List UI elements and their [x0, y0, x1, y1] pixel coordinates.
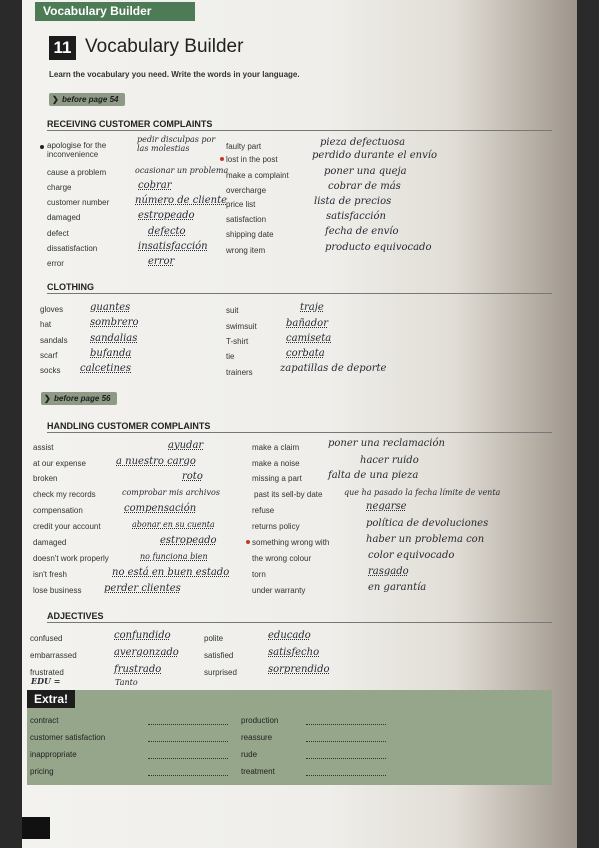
answer: camiseta — [286, 333, 332, 344]
term: swimsuit — [226, 322, 257, 331]
term: confused — [30, 634, 63, 643]
term: wrong item — [226, 246, 266, 255]
answer: producto equivocado — [325, 242, 432, 253]
term: damaged — [47, 213, 81, 222]
term: hat — [40, 320, 52, 329]
answer: calcetines — [80, 363, 131, 374]
answer: satisfacción — [326, 211, 386, 222]
answer: no funciona bien — [140, 552, 208, 561]
term: returns policy — [252, 522, 300, 531]
answer: no está en buen estado — [112, 567, 230, 578]
term: compensation — [33, 506, 83, 515]
worksheet-page — [22, 0, 577, 848]
term: overcharge — [226, 186, 267, 195]
answer-blank[interactable] — [306, 774, 386, 776]
extra-term: pricing — [30, 767, 54, 776]
bullet-marker — [40, 145, 44, 149]
term: tie — [226, 352, 235, 361]
answer: pieza defectuosa — [320, 137, 406, 148]
term: trainers — [226, 368, 253, 377]
section-title-handling: HANDLING CUSTOMER COMPLAINTS — [47, 421, 552, 433]
answer: política de devoluciones — [366, 518, 489, 529]
answer: poner una queja — [324, 166, 407, 177]
page-corner-marker — [22, 817, 50, 839]
term: satisfied — [204, 651, 234, 660]
term: apologise for the inconvenience — [47, 141, 107, 159]
answer: cobrar de más — [328, 181, 401, 192]
answer: cobrar — [138, 180, 172, 191]
term: at our expense — [33, 459, 86, 468]
extra-title: Extra! — [27, 690, 75, 708]
answer: hacer ruido — [360, 455, 419, 466]
term: price list — [226, 200, 256, 209]
answer: avergonzado — [114, 647, 179, 658]
answer: defecto — [148, 226, 186, 237]
unit-number: 11 — [49, 36, 76, 60]
answer: perdido durante el envío — [312, 150, 437, 161]
term: defect — [47, 229, 69, 238]
term: isn't fresh — [33, 570, 67, 579]
answer: estropeado — [160, 535, 217, 546]
intro-text: Learn the vocabulary you need. Write the words in your language. — [49, 70, 300, 79]
answer: error — [148, 256, 175, 267]
answer: comprobar mis archivos — [122, 488, 220, 497]
term: sandals — [40, 336, 68, 345]
answer: lista de precios — [314, 196, 392, 207]
term: broken — [33, 474, 58, 483]
answer-blank[interactable] — [148, 757, 228, 759]
term: missing a part — [252, 474, 302, 483]
term: polite — [204, 634, 224, 643]
answer: perder clientes — [104, 583, 181, 594]
answer: traje — [300, 302, 324, 313]
term: doesn't work properly — [33, 554, 109, 563]
section-title-receiving: RECEIVING CUSTOMER COMPLAINTS — [47, 119, 552, 131]
term: make a noise — [252, 459, 300, 468]
bullet-marker — [220, 157, 224, 161]
answer: a nuestro cargo — [116, 456, 196, 467]
term: torn — [252, 570, 266, 579]
term: lost in the post — [226, 155, 278, 164]
answer: pedir disculpas por las molestias — [137, 135, 216, 153]
handwritten-note: EDU = — [31, 676, 61, 686]
answer-blank[interactable] — [148, 774, 228, 776]
term: scarf — [40, 351, 58, 360]
answer: zapatillas de deporte — [280, 363, 387, 374]
answer: sandalias — [90, 333, 138, 344]
answer: poner una reclamación — [328, 438, 445, 449]
term: charge — [47, 183, 72, 192]
answer: sombrero — [90, 317, 139, 328]
term: cause a problem — [47, 168, 107, 177]
term: make a complaint — [226, 171, 289, 180]
answer-blank[interactable] — [306, 723, 386, 725]
page-title: Vocabulary Builder — [85, 36, 244, 57]
term: frustrated — [30, 668, 64, 677]
term: error — [47, 259, 64, 268]
header-tab: Vocabulary Builder — [35, 2, 195, 21]
answer: educado — [268, 630, 311, 641]
answer-blank[interactable] — [306, 757, 386, 759]
answer: abonar en su cuenta — [132, 520, 215, 529]
term: assist — [33, 443, 54, 452]
term: shipping date — [226, 230, 274, 239]
answer-blank[interactable] — [306, 740, 386, 742]
answer: que ha pasado la fecha límite de venta — [344, 488, 501, 497]
before-page-badge-1: ❯ before page 54 — [49, 93, 125, 106]
answer: bañador — [286, 318, 328, 329]
answer: ayudar — [168, 440, 204, 451]
extra-term: production — [241, 716, 279, 725]
extra-term: contract — [30, 716, 59, 725]
answer: satisfecho — [268, 647, 320, 658]
extra-term: reassure — [241, 733, 273, 742]
term: customer number — [47, 198, 110, 207]
term: damaged — [33, 538, 67, 547]
answer: compensación — [124, 503, 197, 514]
term: lose business — [33, 586, 82, 595]
answer: sorprendido — [268, 664, 330, 675]
answer: roto — [182, 471, 203, 482]
section-title-clothing: CLOTHING — [47, 282, 552, 294]
term: T-shirt — [226, 337, 249, 346]
answer-blank[interactable] — [148, 740, 228, 742]
before-page-badge-2: ❯ before page 56 — [41, 392, 117, 405]
term: credit your account — [33, 522, 101, 531]
answer: corbata — [286, 348, 325, 359]
answer: haber un problema con — [366, 534, 485, 545]
answer-blank[interactable] — [148, 723, 228, 725]
term: under warranty — [252, 586, 306, 595]
term: past its sell-by date — [254, 490, 323, 499]
term: dissatisfaction — [47, 244, 98, 253]
answer: rasgado — [368, 566, 409, 577]
term: suit — [226, 306, 239, 315]
extra-term: treatment — [241, 767, 275, 776]
extra-term: customer satisfaction — [30, 733, 106, 742]
term: gloves — [40, 305, 64, 314]
answer: falta de una pieza — [328, 470, 419, 481]
answer: frustrado — [114, 664, 162, 675]
section-title-adjectives: ADJECTIVES — [47, 611, 552, 623]
answer: guantes — [90, 302, 131, 313]
term: satisfaction — [226, 215, 267, 224]
term: make a claim — [252, 443, 300, 452]
term: faulty part — [226, 142, 262, 151]
extra-term: rude — [241, 750, 258, 759]
extra-panel — [27, 690, 552, 785]
extra-term: inappropriate — [30, 750, 77, 759]
answer: en garantía — [368, 582, 427, 593]
answer: negarse — [366, 501, 407, 512]
term: refuse — [252, 506, 275, 515]
answer: bufanda — [90, 348, 132, 359]
answer: número de cliente — [135, 195, 228, 206]
term: surprised — [204, 668, 237, 677]
answer: confundido — [114, 630, 171, 641]
term: something wrong with — [252, 538, 330, 547]
bullet-marker — [246, 540, 250, 544]
term: the wrong colour — [252, 554, 312, 563]
term: check my records — [33, 490, 96, 499]
handwritten-note: Tanto — [115, 678, 138, 687]
term: socks — [40, 366, 61, 375]
answer: insatisfacción — [138, 241, 208, 252]
answer: color equivocado — [368, 550, 455, 561]
term: embarrassed — [30, 651, 77, 660]
answer: estropeado — [138, 210, 195, 221]
answer: fecha de envío — [325, 226, 399, 237]
answer: ocasionar un problema — [135, 166, 229, 175]
